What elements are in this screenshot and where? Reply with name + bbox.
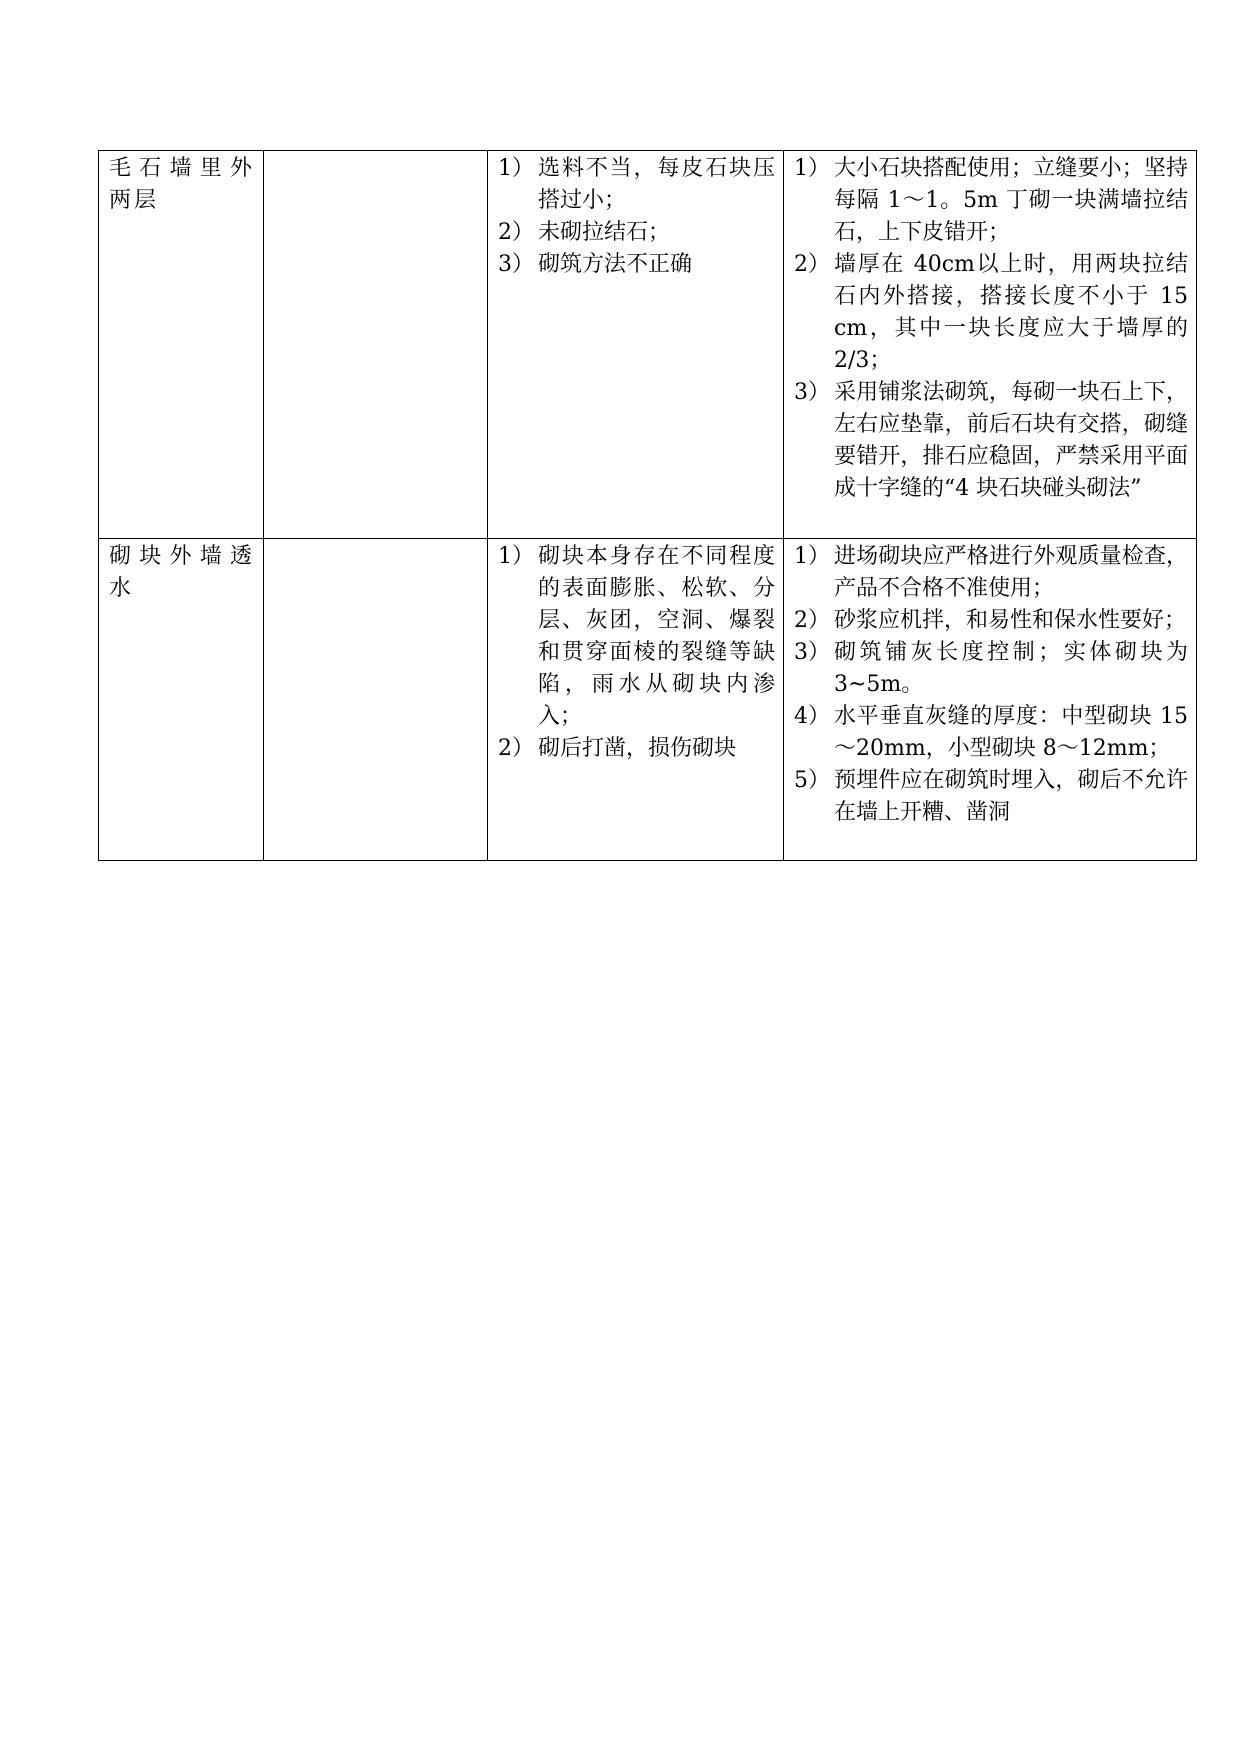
item-number: 1） [498,544,534,569]
item-number: 2） [498,736,534,761]
item-number: 3） [498,252,534,277]
item-number: 2） [794,608,830,633]
defect-name-cell: 砌块外墙透水 [99,539,264,861]
list-item [498,249,775,281]
list-item [498,153,775,217]
list-item [794,765,1188,829]
item-number: 4） [794,704,830,729]
list-item [498,733,775,765]
item-text: 预埋件应在砌筑时埋入，砌后不允许在墙上开糟、凿洞 [834,768,1188,825]
list-item [794,701,1188,765]
causes-list [498,153,775,281]
item-text: 砌块本身存在不同程度的表面膨胀、松软、分层、灰团，空洞、爆裂和贯穿面棱的裂缝等缺陷，雨水从砌块内渗入； [538,544,775,729]
item-text: 采用铺浆法砌筑，每砌一块石上下，左右应垫靠，前后石块有交搭，砌缝要错开，排石应稳固，严禁采用平面成十字缝的“4 块石块碰头砌法” [834,380,1188,501]
list-item [794,153,1188,249]
item-text: 砌后打凿，损伤砌块 [538,736,737,761]
list-item [794,377,1188,505]
measures-cell [784,151,1197,539]
list-item [794,541,1188,605]
measures-cell [784,539,1197,861]
measures-list [794,541,1188,829]
item-number: 3） [794,640,830,665]
empty-cell [264,151,488,539]
list-item [794,249,1188,377]
item-text: 大小石块搭配使用；立缝要小；坚持每隔 1～1。5m 丁砌一块满墙拉结石，上下皮错开； [834,156,1188,245]
causes-cell [488,539,784,861]
item-number: 1） [794,156,830,181]
measures-list [794,153,1188,505]
defect-name-cell: 毛石墙里外两层 [99,151,264,539]
causes-cell [488,151,784,539]
item-text: 水平垂直灰缝的厚度：中型砌块 15～20mm，小型砌块 8～12mm； [834,704,1188,761]
table-row [99,539,1197,861]
item-text: 砌筑铺灰长度控制；实体砌块为 3~5m。 [834,640,1188,697]
item-number: 1） [498,156,534,181]
causes-list [498,541,775,765]
table-row [99,151,1197,539]
empty-cell [264,539,488,861]
item-number: 2） [498,220,534,245]
item-text: 墙厚在 40cm以上时，用两块拉结石内外搭接，搭接长度不小于 15 cm，其中一块长度应大于墙厚的 2/3； [834,252,1188,373]
item-number: 1） [794,544,830,569]
item-number: 2） [794,252,830,277]
item-text: 未砌拉结石； [538,220,671,245]
item-text: 砌筑方法不正确 [538,252,693,277]
list-item [794,637,1188,701]
item-text: 进场砌块应严格进行外观质量检查，产品不合格不准使用； [834,544,1188,601]
item-number: 5） [794,768,830,793]
list-item [794,605,1188,637]
list-item [498,541,775,733]
defects-table [98,150,1197,861]
list-item [498,217,775,249]
item-number: 3） [794,380,830,405]
item-text: 砂浆应机拌，和易性和保水性要好； [834,608,1187,633]
item-text: 选料不当，每皮石块压搭过小； [538,156,775,213]
